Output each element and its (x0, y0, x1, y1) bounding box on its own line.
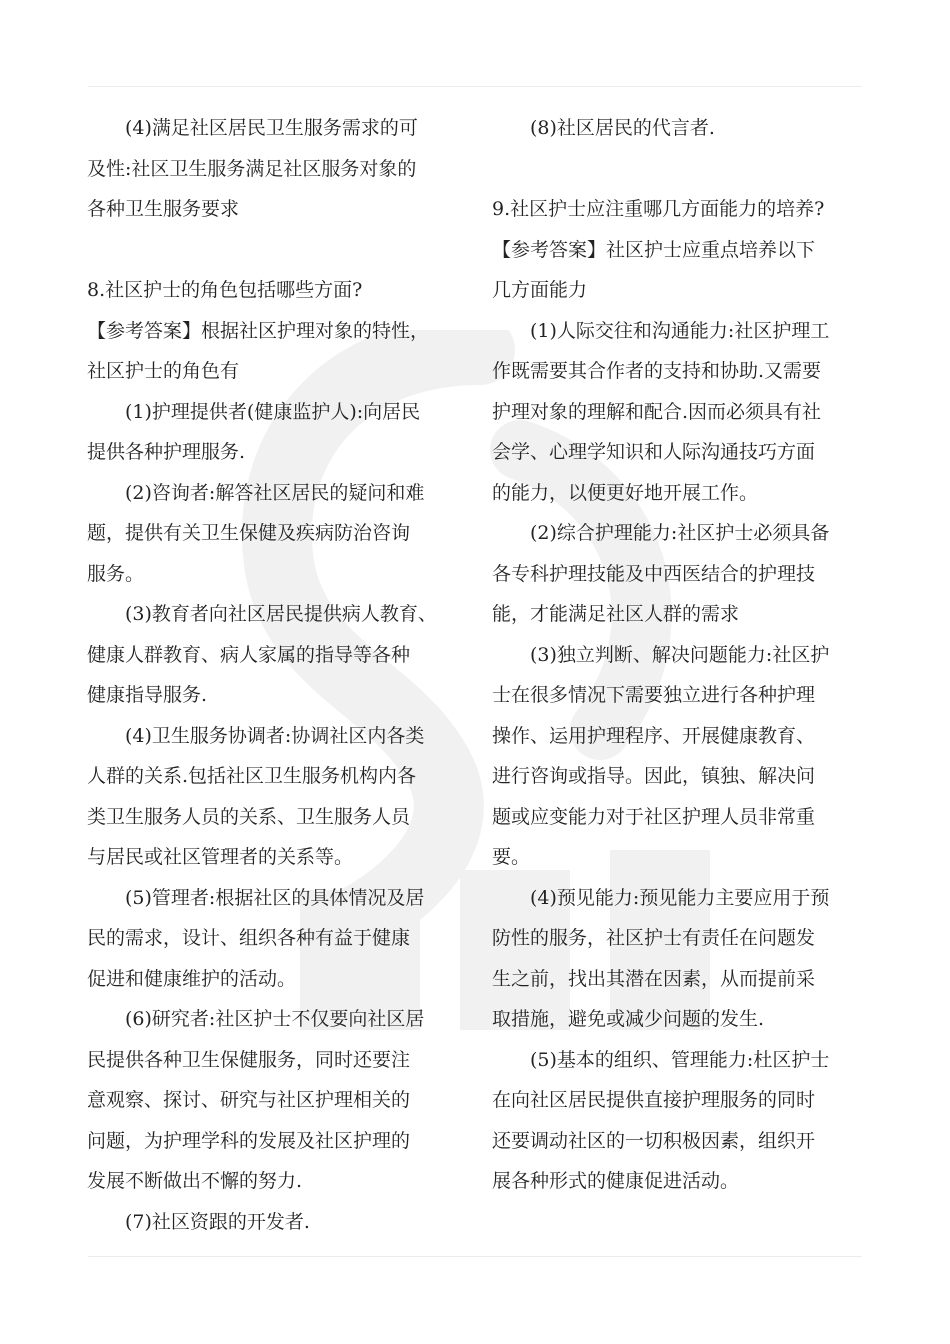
role-6-researcher: (6)研究者:社区护士不仅要向社区居 民提供各种卫生保健服务，同时还要注 意观察、探讨、研究与社区护理相关的 问题，为护理学科的发展及社区护理的 发展不断做出不懈的努力. (87, 1008, 425, 1192)
answer-8-intro-cont: 社区护士的角色有 (87, 360, 240, 382)
role-1-care-provider: (1)护理提供者(健康监护人):向居民 提供各种护理服务. (87, 400, 421, 463)
right-column (492, 108, 858, 1202)
question-8: 8.社区护士的角色包括哪些方面? (87, 279, 363, 301)
ability-5-organization: (5)基本的组织、管理能力:杜区护士 在向社区居民提供直接护理服务的同时 还要调动社区的一切积极因素，组织开 展各种形式的健康促进活动。 (492, 1048, 830, 1192)
item-4-accessibility: (4)满足社区居民卫生服务需求的可 及性:社区卫生服务满足社区服务对象的 各种卫生服务要求 (87, 117, 418, 220)
header-rule (88, 86, 862, 87)
role-7-resource-developer: (7)社区资跟的开发者. (125, 1210, 310, 1233)
role-8-advocate: (8)社区居民的代言者. (530, 117, 715, 139)
left-column (87, 108, 462, 1242)
answer-9-intro-cont: 几方面能力 (492, 279, 588, 301)
ability-4-foresight: (4)预见能力:预见能力主要应用于预 防性的服务，社区护士有责任在问题发 生之前，找出其潜在因素，从而提前采 取措施，避免或减少问题的发生. (492, 886, 830, 1030)
role-5-manager: (5)管理者:根据社区的具体情况及居 民的需求，设计、组织各种有益于健康 促进和健康维护的活动。 (87, 886, 425, 990)
question-9: 9.社区护士应注重哪几方面能力的培养? (492, 198, 825, 220)
ability-3-judgment: (3)独立判断、解决问题能力:社区护 士在很多情况下需要独立进行各种护理 操作、运用护理程序、开展健康教育、 进行咨询或指导。因此，镇独、解决问 题或应变能力对于社区护理人员非常重 要。 (492, 643, 830, 868)
ability-1-communication: (1)人际交往和沟通能力:社区护理工 作既需要其合作者的支持和协助.又需要 护理对象的理解和配合.因而必须具有社 会学、心理学知识和人际沟通技巧方面 的能力，以便更好地开展工作。 (492, 319, 830, 504)
footer-rule (88, 1256, 862, 1257)
answer-9-intro: 【参考答案】社区护士应重点培养以下 (492, 238, 816, 261)
ability-2-comprehensive-care: (2)综合护理能力:社区护士必须具备 各专科护理技能及中西医结合的护理技 能，才能满足社区人群的需求 (492, 522, 830, 625)
role-3-educator: (3)教育者向社区居民提供病人教育、 健康人群教育、病人家属的指导等各种 健康指导服务. (87, 603, 437, 706)
answer-8-intro: 【参考答案】根据社区护理对象的特性， (87, 319, 430, 342)
role-4-coordinator: (4)卫生服务协调者:协调社区内各类 人群的关系.包括社区卫生服务机构内各 类卫生服务人员的关系、卫生服务人员 与居民或社区管理者的关系等。 (87, 724, 425, 868)
role-2-consultant: (2)咨询者:解答社区居民的疑问和难 题，提供有关卫生保健及疾病防治咨询 服务。 (87, 481, 425, 585)
